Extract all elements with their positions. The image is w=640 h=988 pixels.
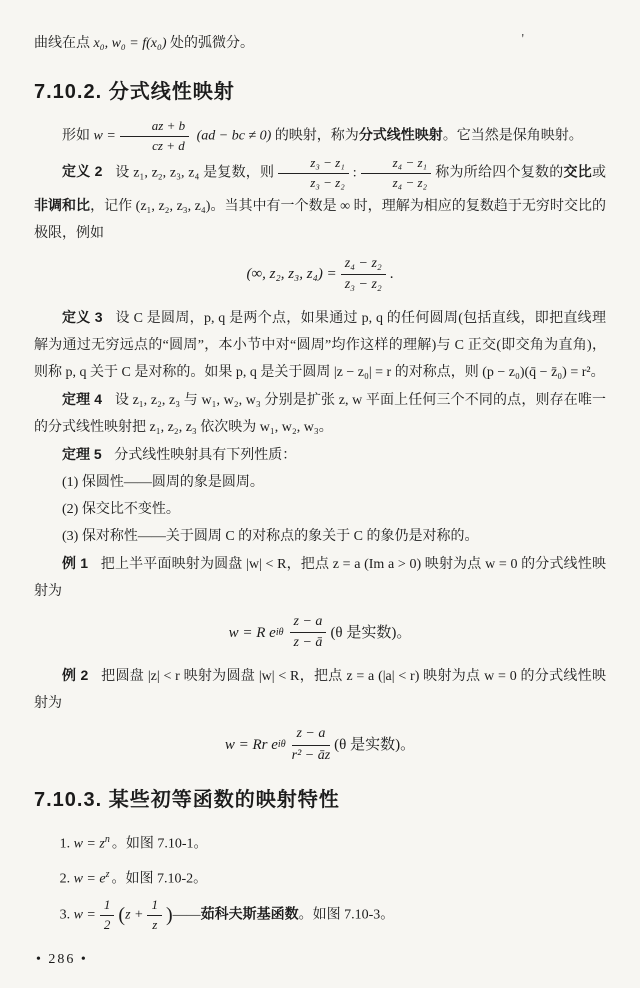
term-anharmonic-ratio: 非调和比 — [34, 196, 91, 213]
item-figure-ref: 。如图 7.10-2。 — [111, 872, 208, 887]
intro-paragraph — [34, 118, 606, 155]
mobius-fraction — [120, 118, 189, 155]
carryover-text-post: 处的弧微分。 — [166, 36, 255, 51]
section-heading-7-10-2: 7.10.2. 分式线性映射 — [34, 81, 235, 103]
definition-3-paragraph — [34, 304, 606, 386]
em-dash: —— — [172, 907, 201, 923]
formula-exponent: iθ — [275, 626, 284, 638]
example-2-paragraph — [34, 662, 606, 717]
formula-fraction — [292, 725, 331, 764]
example-2-text: 把圆盘 |z| < r 映射为圆盘 |w| < R，把点 z = a (|a| < r) 映射为点 w = 0 的分式线性映射为 — [34, 669, 606, 712]
ratio-colon: : — [352, 165, 357, 181]
item-formula-exponent: z — [105, 869, 110, 881]
close-paren: ) — [165, 903, 173, 926]
term-cross-ratio: 交比 — [563, 163, 592, 180]
item-formula-base: w = e — [73, 872, 106, 887]
formula-example-1 — [34, 613, 606, 652]
fraction-numerator: 1 — [147, 897, 162, 916]
example-1-paragraph — [34, 550, 606, 605]
term-joukowski-function: 茹科夫斯基函数 — [200, 905, 299, 922]
definition-3-text: 设 C 是圆周，p, q 是两个点，如果通过 p, q 的任何圆周(包括直线，即把直线理解为通过无穷远点的“圆周”，本小节中对“圆周”均作这样的理解)与 C 正交(即交角为直角)，则称 p, q 关于 C 是对称的。如果 p, q 是关于圆周 |z − z₀| = r 的对称点，则 (p − z₀)(q̄ − z̄₀) = r²。 — [34, 310, 606, 380]
formula-cross-ratio-infinity — [34, 255, 606, 294]
intro-lead: 形如 — [62, 128, 94, 144]
carryover-line — [34, 30, 606, 57]
fraction-numerator: z₄ − z₁ — [361, 155, 431, 174]
one-over-z-fraction — [147, 897, 162, 934]
fraction-numerator: 1 — [100, 897, 115, 916]
fraction-denominator: z₃ − z₂ — [310, 174, 345, 190]
definition-2-text-4: ，记作 (z₁, z₂, z₃, z₄)。当其中有一个数是 ∞ 时，理解为相应的复数趋于无穷时交比的极限，例如 — [34, 198, 607, 241]
term-fractional-linear-map: 分式线性映射 — [358, 126, 443, 143]
theorem-5-paragraph — [34, 441, 606, 469]
item-number: 3. — [59, 907, 71, 923]
formula-note: (θ 是实数)。 — [330, 624, 412, 641]
formula-note: (θ 是实数)。 — [334, 737, 416, 753]
property-2: (2) 保交比不变性。 — [62, 501, 180, 517]
formula-fraction — [290, 613, 327, 652]
fraction-numerator: z − a — [290, 613, 327, 633]
item-figure-ref: 。如图 7.10-3。 — [298, 907, 395, 923]
item-formula-exponent: n — [104, 833, 110, 845]
elementary-function-list — [60, 826, 606, 934]
intro-mid: 的映射，称为 — [274, 128, 359, 144]
theorem-5-text: 分式线性映射具有下列性质： — [114, 447, 297, 463]
property-1: (1) 保圆性——圆周的象是圆周。 — [62, 474, 264, 490]
carryover-text-pre: 曲线在点 — [34, 36, 94, 51]
definition-2-text-2: 称为所给四个复数的 — [435, 165, 564, 181]
fraction-numerator: az + b — [120, 118, 189, 137]
fraction-denominator: 2 — [103, 916, 111, 932]
definition-3-label: 定义 3 — [62, 308, 103, 325]
fraction-numerator: z₃ − z₁ — [278, 155, 348, 174]
cross-ratio-fraction-2 — [361, 155, 431, 192]
theorem-4-text: 设 z₁, z₂, z₃ 与 w₁, w₂, w₃ 分别是扩张 z, w 平面上任何三个不同的点，则存在唯一的分式线性映射把 z₁, z₂, z₃ 依次映为 w₁, w₂, w₃。 — [34, 392, 606, 435]
definition-2-paragraph — [34, 155, 606, 247]
formula-example-2 — [34, 725, 606, 764]
formula-lhs: (∞, z₂, z₃, z₄) = — [246, 266, 337, 283]
fraction-denominator: z − ā — [293, 635, 323, 651]
formula-pre: w = R e — [228, 624, 276, 641]
list-item-exponential-function — [60, 861, 606, 893]
theorem-4-label: 定理 4 — [62, 390, 103, 407]
list-item-power-function — [60, 826, 606, 858]
intro-condition: (ad − bc ≠ 0) — [193, 128, 275, 144]
definition-2-text-3: 或 — [592, 165, 606, 181]
scan-artifact: ' — [521, 32, 524, 47]
formula-pre: w = Rr e — [224, 737, 278, 753]
item-formula-base: w = z — [73, 836, 105, 852]
carryover-math: x₀, w₀ = f(x₀) — [93, 36, 167, 51]
item-number: 1. — [59, 836, 71, 852]
item-figure-ref: 。如图 7.10-1。 — [111, 836, 208, 852]
property-3: (3) 保对称性——关于圆周 C 的对称点的象关于 C 的象仍是对称的。 — [62, 528, 479, 544]
fraction-denominator: z — [152, 916, 158, 932]
fraction-denominator: z₄ − z₂ — [392, 174, 428, 190]
item-number: 2. — [59, 872, 71, 887]
formula-fraction — [341, 255, 386, 294]
theorem-5-label: 定理 5 — [62, 445, 102, 462]
fraction-numerator: z − a — [292, 725, 331, 745]
fraction-denominator: z₃ − z₂ — [344, 276, 382, 292]
theorem-4-paragraph — [34, 386, 606, 441]
definition-2-label: 定义 2 — [62, 163, 103, 180]
item-formula-lhs: w = — [73, 907, 96, 923]
open-paren: ( — [118, 903, 126, 926]
formula-exponent: iθ — [277, 739, 286, 750]
page-number: • 286 • — [36, 952, 88, 967]
section-heading-7-10-3: 7.10.3. 某些初等函数的映射特性 — [34, 788, 340, 811]
fraction-numerator: z₄ − z₂ — [341, 255, 386, 275]
list-item-joukowski-function — [60, 897, 606, 934]
one-half-fraction — [100, 897, 115, 934]
example-2-label: 例 2 — [62, 667, 89, 684]
intro-lhs: w = — [93, 128, 116, 144]
item-formula-mid: z + — [125, 907, 144, 923]
fraction-denominator: cz + d — [152, 137, 185, 153]
cross-ratio-fraction-1 — [278, 155, 348, 192]
example-1-label: 例 1 — [62, 554, 89, 571]
intro-tail: 。它当然是保角映射。 — [442, 128, 583, 144]
formula-period: . — [389, 266, 394, 283]
definition-2-text-1: 设 z₁, z₂, z₃, z₄ 是复数，则 — [115, 165, 275, 181]
example-1-text: 把上半平面映射为圆盘 |w| < R，把点 z = a (Im a > 0) 映射为点 w = 0 的分式线性映射为 — [34, 556, 606, 599]
fraction-denominator: r² − āz — [291, 747, 331, 763]
